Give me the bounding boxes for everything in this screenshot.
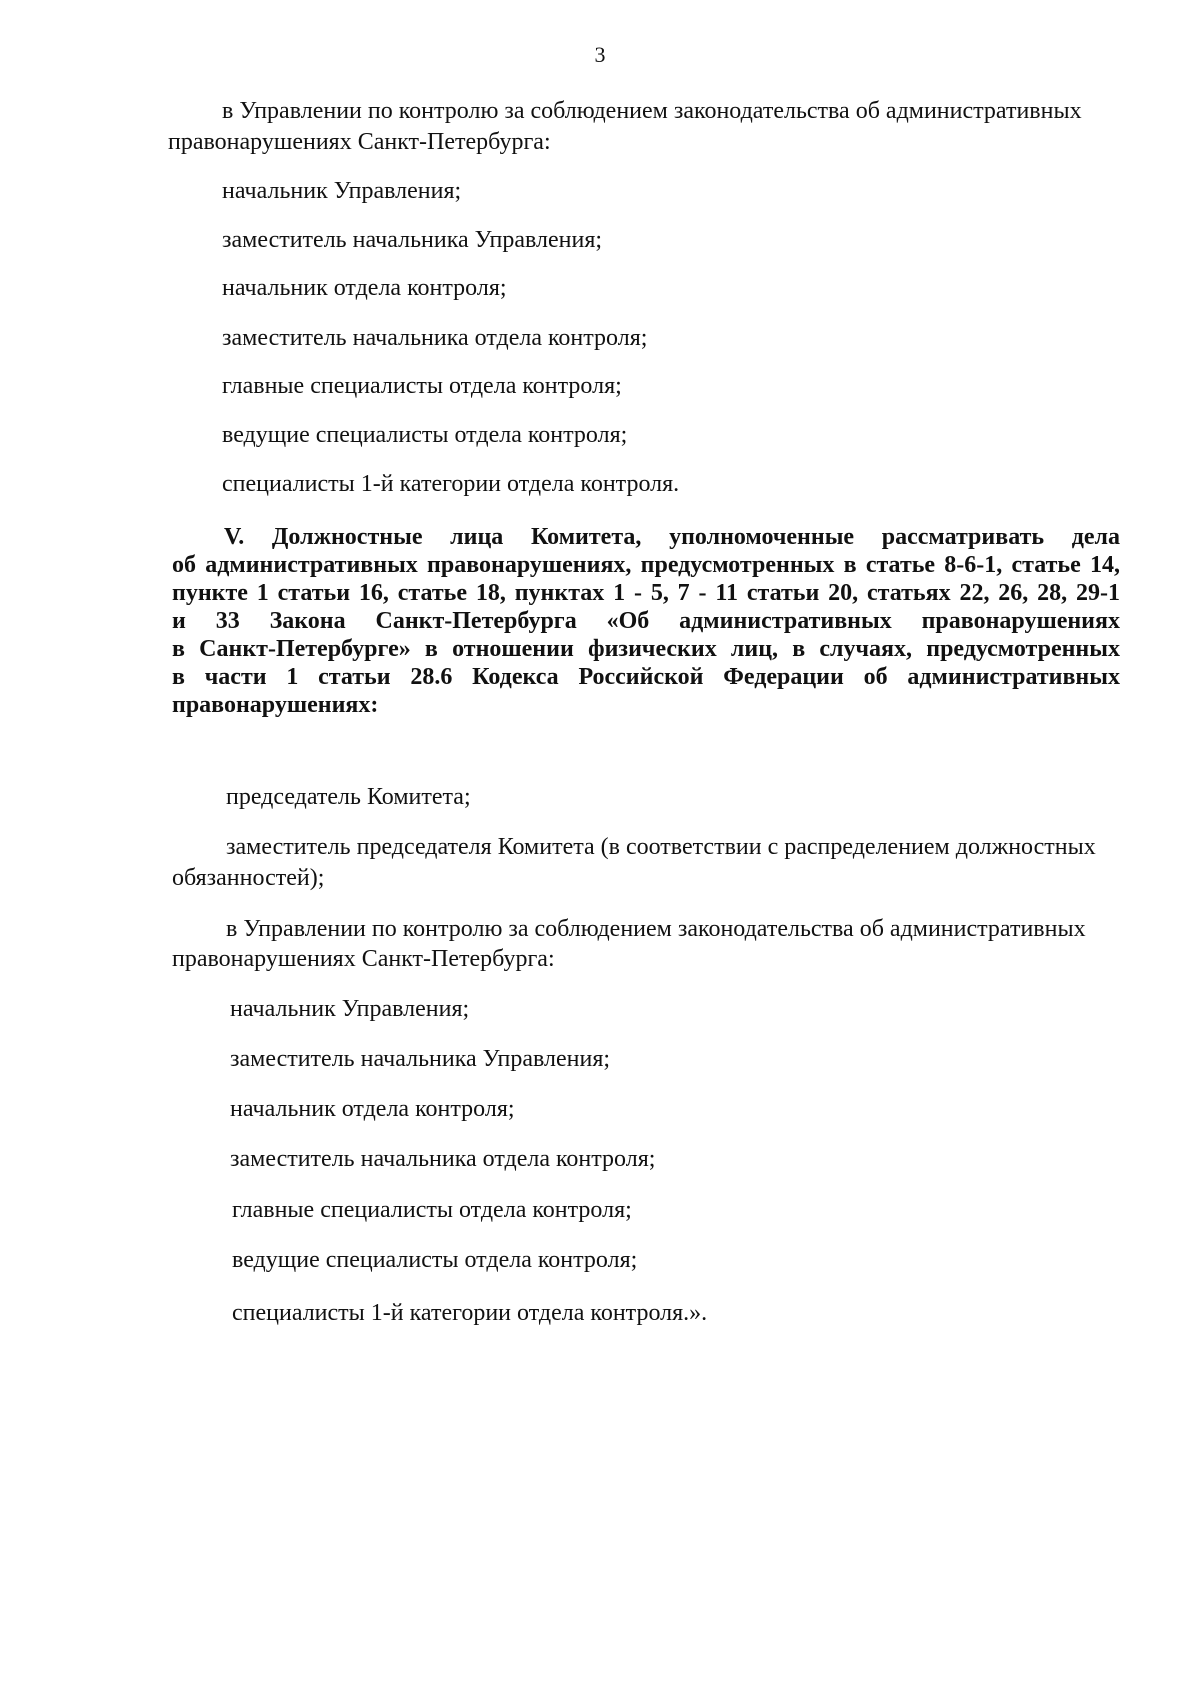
deputy-chairman-line-1: заместитель председателя Комитета (в соответствии с распределением должностных (226, 834, 1096, 860)
management-intro-line-2: правонарушениях Санкт-Петербурга: (172, 946, 555, 972)
list-item: ведущие специалисты отдела контроля; (222, 422, 628, 448)
list-item: главные специалисты отдела контроля; (222, 373, 622, 399)
list-item: начальник Управления; (230, 996, 470, 1022)
list-item: начальник отдела контроля; (222, 275, 507, 301)
deputy-chairman-line-2: обязанностей); (172, 865, 325, 891)
section-v-heading-line: V. Должностные лица Комитета, уполномоченные рассматривать дела (224, 524, 1120, 550)
management-intro-line-1: в Управлении по контролю за соблюдением законодательства об административных (226, 916, 1086, 942)
page-number: 3 (594, 42, 606, 67)
list-item: заместитель начальника Управления; (222, 227, 603, 253)
list-item: главные специалисты отдела контроля; (232, 1197, 632, 1223)
section-v-heading-line: пункте 1 статьи 16, статье 18, пунктах 1 - 5, 7 - 11 статьи 20, статьях 22, 26, 28, 29-1 (172, 580, 1120, 606)
section-v-heading-line: об административных правонарушениях, предусмотренных в статье 8-6-1, статье 14, (172, 552, 1120, 578)
section-v-heading-line: и 33 Закона Санкт-Петербурга «Об административных правонарушениях (172, 608, 1120, 634)
section-v-heading-line: в части 1 статьи 28.6 Кодекса Российской Федерации об административных (172, 664, 1120, 690)
list-item: начальник отдела контроля; (230, 1096, 515, 1122)
list-item: начальник Управления; (222, 178, 462, 204)
section-v-heading-line: в Санкт-Петербурге» в отношении физических лиц, в случаях, предусмотренных (172, 636, 1120, 662)
list-item: заместитель начальника отдела контроля; (230, 1146, 656, 1172)
management-intro-line-1: в Управлении по контролю за соблюдением законодательства об административных (222, 98, 1082, 124)
list-item: заместитель начальника отдела контроля; (222, 325, 648, 351)
list-item: специалисты 1-й категории отдела контроля.». (232, 1300, 708, 1326)
management-intro-line-2: правонарушениях Санкт-Петербурга: (168, 129, 551, 155)
section-v-heading-line: правонарушениях: (172, 692, 379, 718)
section-v-heading (172, 523, 1120, 719)
list-item: ведущие специалисты отдела контроля; (232, 1247, 638, 1273)
list-item: заместитель начальника Управления; (230, 1046, 611, 1072)
chairman-item: председатель Комитета; (226, 784, 471, 810)
list-item: специалисты 1-й категории отдела контроля. (222, 471, 680, 497)
